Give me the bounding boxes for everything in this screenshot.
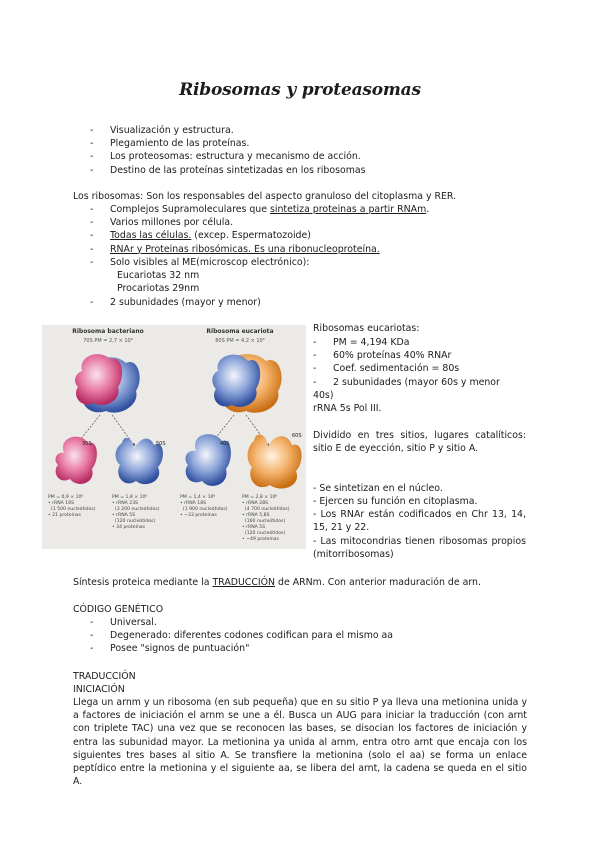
sites-note: Dividido en tres sitios, lugares catalíticos: sitio E de eyección, sitio P y sitio A. xyxy=(313,430,526,455)
subunit-60s-icon xyxy=(248,434,302,488)
list-item: - Los proteosomas: estructura y mecanismo de acción. xyxy=(90,150,365,163)
rrna-note: rRNA 5s Pol III. xyxy=(313,403,382,414)
caption-50s: PM = 1,8 × 10⁶ • rRNA 23S (3 200 nucleótidos) • rRNA 5S (120 nucleótidos) • 34 proteínas xyxy=(112,495,160,530)
list-item: - Varios millones por célula. xyxy=(90,216,429,229)
ribosomas-list-end xyxy=(90,296,261,309)
note-line: - Los RNAr están codificados en Chr 13, 14, 15, 21 y 22. xyxy=(313,509,526,534)
ribosome-figure xyxy=(42,325,306,549)
list-item: - PM = 4,194 KDa xyxy=(313,336,526,349)
label-60s: 60S xyxy=(292,433,302,439)
list-item: - Complejos Supramoleculares que sintetiza proteinas a partir RNAm. xyxy=(90,203,429,216)
panel-subtitle: 70S PM = 2,7 × 10⁶ xyxy=(83,338,133,344)
page-title: Ribosomas y proteasomas xyxy=(179,80,421,100)
label-40s: 40S xyxy=(220,441,230,447)
bacterial-70s-icon xyxy=(75,354,140,412)
size-eucariotas: Eucariotas 32 nm xyxy=(117,270,200,281)
size-procariotas: Procariotas 29nm xyxy=(117,283,200,294)
note-line: - Se sintetizan en el núcleo. xyxy=(313,483,443,494)
list-item: - 60% proteínas 40% RNAr xyxy=(313,349,526,362)
list-item: - 2 subunidades (mayor 60s y menor xyxy=(313,376,526,389)
label-30s: 30S xyxy=(82,441,92,447)
eucariotas-cont: 40s) xyxy=(313,390,334,401)
panel-subtitle: 80S PM = 4,2 × 10⁶ xyxy=(215,338,265,344)
caption-60s: PM = 2,8 × 10⁶ • rRNA 28S (4 700 nucleótidos) • rRNA 5,8S (160 nucleótidos) • rRNA 5S (120 nucleótidos) • ~49 proteínas xyxy=(242,495,290,542)
list-item: - RNAr y Proteinas ribosómicas. Es una ribonucleoproteína. xyxy=(90,243,429,256)
eucariotas-heading: Ribosomas eucariotas: xyxy=(313,323,420,334)
list-item: - Visualización y estructura. xyxy=(90,124,365,137)
list-item: - Posee "signos de puntuación" xyxy=(90,642,393,655)
iniciacion-heading: INICIACIÓN xyxy=(73,684,125,695)
ribosomas-list xyxy=(90,203,429,269)
list-item: - Destino de las proteínas sintetizadas en los ribosomas xyxy=(90,164,365,177)
note-line: - Las mitocondrias tienen ribosomas propios (mitorribosomas) xyxy=(313,536,526,561)
codigo-heading: CÓDIGO GENÉTICO xyxy=(73,604,164,615)
iniciacion-text: Llega un arnm y un ribosoma (en sub pequeña) que en su sitio P ya lleva una metionina unida y a factores de iniciación el arnm se une a él. Busca un AUG para iniciar la traducción (con arnt con triplete TAC) una vez que se reconocen las bases, se disocian los factores de iniciación y entra las subunidad mayor. La metionina ya unida al arnm, entra otro arnt que encaja con los siguientes tres bases al sitio A. Se transfiere la metionina (solo el aa) se forma un enlace peptídico entre la metionina y el siguiente aa, se libera del arnt, la cadena se queda en el sitio A. xyxy=(73,697,527,788)
list-item: - Plegamiento de las proteínas. xyxy=(90,137,365,150)
note-line: - Ejercen su función en citoplasma. xyxy=(313,496,478,507)
panel-title: Ribosoma bacteriano xyxy=(72,328,144,335)
caption-30s: PM = 0,9 × 10⁶ • rRNA 16S (1 500 nucleótidos) • 21 proteínas xyxy=(48,495,96,518)
label-50s: 50S xyxy=(156,441,166,447)
list-item: - Universal. xyxy=(90,616,393,629)
traduccion-heading: TRADUCCIÓN xyxy=(73,671,136,682)
codigo-list xyxy=(90,616,393,656)
caption-40s: PM = 1,4 × 10⁶ • rRNA 18S (1 900 nucleótidos) • ~33 proteínas xyxy=(180,495,228,518)
list-item: - Todas las células. (excep. Espermatozoide) xyxy=(90,229,429,242)
intro-list xyxy=(90,124,365,177)
list-item: - Degenerado: diferentes codones codifican para el mismo aa xyxy=(90,629,393,642)
sintesis-line: Síntesis proteica mediante la TRADUCCIÓN de ARNm. Con anterior maduración de arn. xyxy=(73,577,481,588)
list-item: - 2 subunidades (mayor y menor) xyxy=(90,296,261,309)
eukaryotic-80s-icon xyxy=(212,354,281,413)
ribosomas-lead: Los ribosomas: Son los responsables del aspecto granuloso del citoplasma y RER. xyxy=(73,191,457,202)
list-item: - Solo visibles al ME(microscop electrónico): xyxy=(90,256,429,269)
panel-title: Ribosoma eucariota xyxy=(206,328,274,335)
list-item: - Coef. sedimentación = 80s xyxy=(313,362,526,375)
eucariotas-list xyxy=(313,336,526,389)
